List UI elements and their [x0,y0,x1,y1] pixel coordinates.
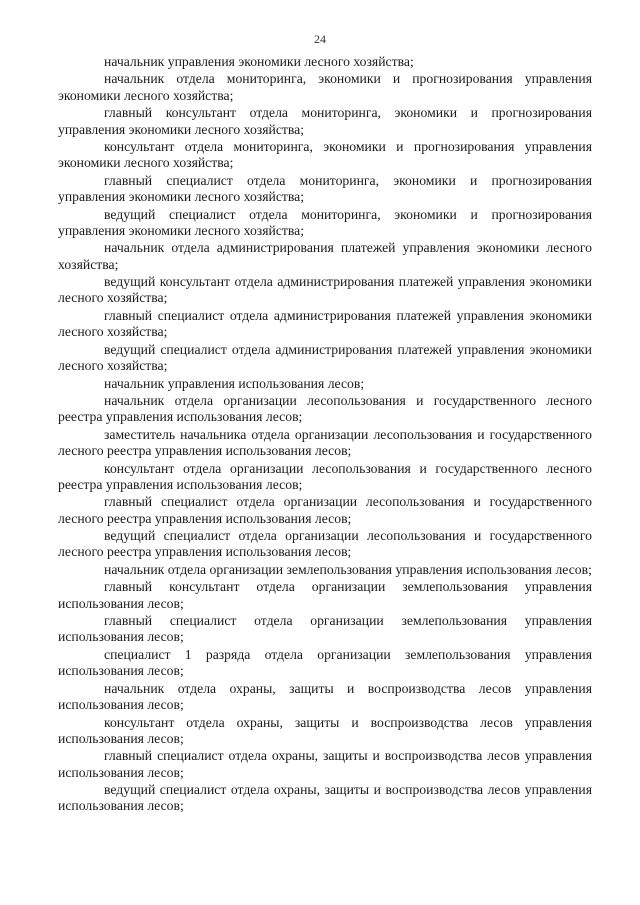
position-item: ведущий консультант отдела администрирования платежей управления экономики лесного хозяйства; [58,274,592,306]
position-item: главный специалист отдела охраны, защиты и воспроизводства лесов управления использования лесов; [58,748,592,780]
position-item: ведущий специалист отдела мониторинга, экономики и прогнозирования управления экономики лесного хозяйства; [58,206,592,238]
position-item: начальник отдела организации землепользования управления использования лесов; [104,561,592,577]
position-item: начальник управления экономики лесного хозяйства; [104,54,414,69]
page-number: 24 [314,32,326,46]
position-item: ведущий специалист отдела администрирования платежей управления экономики лесного хозяйства; [58,341,592,374]
position-item: главный специалист отдела мониторинга, экономики и прогнозирования управления экономики лесного хозяйства; [58,172,592,205]
position-item: главный консультант отдела мониторинга, экономики и прогнозирования управления экономики лесного хозяйства; [58,105,592,137]
position-item: начальник отдела организации лесопользования и государственного лесного реестра управления использования лесов; [58,393,592,425]
position-item: консультант отдела организации лесопользования и государственного лесного реестра управления использования лесов; [58,460,592,492]
position-list [58,54,592,815]
position-item: главный консультант отдела организации землепользования управления использования лесов; [58,579,592,611]
position-item: консультант отдела охраны, защиты и воспроизводства лесов управления использования лесов; [58,714,592,746]
position-item: начальник отдела охраны, защиты и воспроизводства лесов управления использования лесов; [58,680,592,713]
position-item: начальник отдела администрирования платежей управления экономики лесного хозяйства; [58,240,592,272]
position-item: ведущий специалист отдела охраны, защиты и воспроизводства лесов управления использования лесов; [58,782,592,814]
position-item: главный специалист отдела организации лесопользования и государственного лесного реестра управления использования лесов; [58,494,592,526]
position-item: начальник управления использования лесов; [104,375,365,391]
position-item: ведущий специалист отдела организации лесопользования и государственного лесного реестра управления использования лесов; [58,528,592,560]
position-item: главный специалист отдела администрирования платежей управления экономики лесного хозяйства; [58,307,592,340]
position-item: специалист 1 разряда отдела организации землепользования управления использования лесов; [58,646,592,679]
position-item: консультант отдела мониторинга, экономики и прогнозирования управления экономики лесного хозяйства; [58,139,592,171]
position-item: главный специалист отдела организации землепользования управления использования лесов; [58,613,592,645]
position-item: заместитель начальника отдела организации лесопользования и государственного лесного реестра управления использования лесов; [58,426,592,459]
position-item: начальник отдела мониторинга, экономики и прогнозирования управления экономики лесного хозяйства; [58,71,592,103]
